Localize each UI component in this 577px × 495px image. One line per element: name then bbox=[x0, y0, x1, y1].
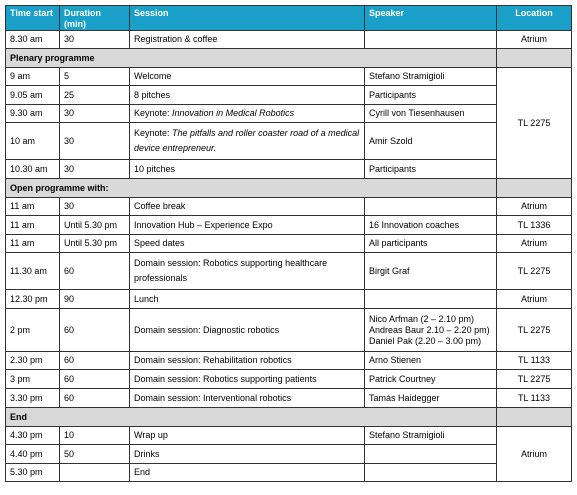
header-row bbox=[6, 6, 572, 31]
table-row bbox=[6, 235, 572, 253]
duration-cell: 60 bbox=[60, 370, 130, 389]
table-row bbox=[6, 290, 572, 309]
time-cell: 3 pm bbox=[6, 370, 60, 389]
table-row bbox=[6, 31, 572, 49]
session-cell: Lunch bbox=[130, 290, 365, 309]
location-cell: Atrium bbox=[497, 198, 572, 216]
session-cell: Domain session: Rehabilitation robotics bbox=[130, 352, 365, 370]
location-cell: TL 1133 bbox=[497, 389, 572, 408]
speaker-line: Nico Arfman (2 – 2.10 pm) bbox=[369, 313, 475, 324]
duration-cell: 30 bbox=[60, 105, 130, 123]
table-row bbox=[6, 427, 572, 445]
session-cell: Innovation Hub – Experience Expo bbox=[130, 216, 365, 235]
speaker-cell bbox=[365, 445, 497, 464]
duration-cell: 60 bbox=[60, 253, 130, 290]
duration-cell: 60 bbox=[60, 389, 130, 408]
table-row bbox=[6, 123, 572, 160]
session-cell: Welcome bbox=[130, 68, 365, 86]
table-row bbox=[6, 105, 572, 123]
programme-table bbox=[5, 5, 572, 482]
session-cell: 8 pitches bbox=[130, 86, 365, 105]
time-cell: 3.30 pm bbox=[6, 389, 60, 408]
time-cell: 4.40 pm bbox=[6, 445, 60, 464]
duration-cell: 30 bbox=[60, 31, 130, 49]
location-cell: TL 2275 bbox=[497, 253, 572, 290]
duration-cell: 50 bbox=[60, 445, 130, 464]
speaker-cell bbox=[365, 464, 497, 482]
keynote-title: Innovation in Medical Robotics bbox=[172, 108, 295, 118]
session-cell bbox=[130, 123, 365, 160]
table-row bbox=[6, 160, 572, 179]
section-location-cell bbox=[497, 179, 572, 198]
location-cell: Atrium bbox=[497, 290, 572, 309]
section-row bbox=[6, 408, 572, 427]
speaker-cell: Birgit Graf bbox=[365, 253, 497, 290]
location-cell: Atrium bbox=[497, 235, 572, 253]
speaker-cell: Cyrill von Tiesenhausen bbox=[365, 105, 497, 123]
speaker-line: Andreas Baur 2.10 – 2.20 pm) bbox=[369, 324, 490, 335]
duration-cell: 30 bbox=[60, 198, 130, 216]
time-cell: 12.30 pm bbox=[6, 290, 60, 309]
session-cell bbox=[130, 105, 365, 123]
table-row bbox=[6, 389, 572, 408]
speaker-cell bbox=[365, 309, 497, 352]
time-cell: 8.30 am bbox=[6, 31, 60, 49]
session-cell: 10 pitches bbox=[130, 160, 365, 179]
duration-cell: Until 5.30 pm bbox=[60, 216, 130, 235]
table-row bbox=[6, 68, 572, 86]
time-cell: 10 am bbox=[6, 123, 60, 160]
table-row bbox=[6, 370, 572, 389]
time-cell: 11 am bbox=[6, 198, 60, 216]
time-cell: 9.30 am bbox=[6, 105, 60, 123]
speaker-line: Daniel Pak (2.20 – 3.00 pm) bbox=[369, 335, 482, 346]
section-title: Open programme with: bbox=[6, 179, 497, 198]
table-row bbox=[6, 198, 572, 216]
duration-cell: 90 bbox=[60, 290, 130, 309]
keynote-title: The pitfalls and roller coaster road of a medical device entrepreneur. bbox=[134, 128, 360, 153]
time-cell: 9 am bbox=[6, 68, 60, 86]
speaker-cell: Participants bbox=[365, 160, 497, 179]
location-cell: Atrium bbox=[497, 31, 572, 49]
time-cell: 5.30 pm bbox=[6, 464, 60, 482]
duration-cell: 10 bbox=[60, 427, 130, 445]
session-cell: End bbox=[130, 464, 365, 482]
session-cell: Domain session: Interventional robotics bbox=[130, 389, 365, 408]
session-cell: Registration & coffee bbox=[130, 31, 365, 49]
speaker-cell bbox=[365, 290, 497, 309]
time-cell: 4.30 pm bbox=[6, 427, 60, 445]
session-prefix: Keynote: bbox=[134, 108, 173, 118]
location-cell: Atrium bbox=[497, 427, 572, 482]
session-cell: Coffee break bbox=[130, 198, 365, 216]
time-cell: 11 am bbox=[6, 216, 60, 235]
location-cell: TL 1133 bbox=[497, 352, 572, 370]
header-speaker: Speaker bbox=[365, 6, 497, 31]
table-row bbox=[6, 352, 572, 370]
header-location: Location bbox=[497, 6, 572, 31]
location-cell: TL 1336 bbox=[497, 216, 572, 235]
speaker-cell: Arno Stienen bbox=[365, 352, 497, 370]
table-row bbox=[6, 216, 572, 235]
session-cell: Speed dates bbox=[130, 235, 365, 253]
speaker-cell: Amir Szold bbox=[365, 123, 497, 160]
time-cell: 11.30 am bbox=[6, 253, 60, 290]
duration-cell bbox=[60, 464, 130, 482]
table-row bbox=[6, 86, 572, 105]
header-time: Time start bbox=[6, 6, 60, 31]
section-location-cell bbox=[497, 408, 572, 427]
speaker-cell bbox=[365, 31, 497, 49]
speaker-cell: Stefano Stramigioli bbox=[365, 68, 497, 86]
duration-cell: 30 bbox=[60, 160, 130, 179]
header-duration: Duration (min) bbox=[60, 6, 130, 31]
session-cell: Wrap up bbox=[130, 427, 365, 445]
time-cell: 9.05 am bbox=[6, 86, 60, 105]
table-row bbox=[6, 445, 572, 464]
speaker-cell: Patrick Courtney bbox=[365, 370, 497, 389]
speaker-cell: All participants bbox=[365, 235, 497, 253]
session-cell: Domain session: Robotics supporting healthcare professionals bbox=[130, 253, 365, 290]
section-row bbox=[6, 179, 572, 198]
location-cell: TL 2275 bbox=[497, 370, 572, 389]
duration-cell: 60 bbox=[60, 352, 130, 370]
duration-cell: 60 bbox=[60, 309, 130, 352]
speaker-cell: Stefano Stramigioli bbox=[365, 427, 497, 445]
speaker-cell: 16 Innovation coaches bbox=[365, 216, 497, 235]
session-cell: Drinks bbox=[130, 445, 365, 464]
location-cell: TL 2275 bbox=[497, 68, 572, 179]
time-cell: 2.30 pm bbox=[6, 352, 60, 370]
time-cell: 10.30 am bbox=[6, 160, 60, 179]
speaker-cell: Tamás Haidegger bbox=[365, 389, 497, 408]
section-title: Plenary programme bbox=[6, 49, 497, 68]
speaker-cell: Participants bbox=[365, 86, 497, 105]
table-row bbox=[6, 253, 572, 290]
duration-cell: 5 bbox=[60, 68, 130, 86]
duration-cell: Until 5.30 pm bbox=[60, 235, 130, 253]
time-cell: 11 am bbox=[6, 235, 60, 253]
table-row bbox=[6, 464, 572, 482]
location-cell: TL 2275 bbox=[497, 309, 572, 352]
duration-cell: 30 bbox=[60, 123, 130, 160]
time-cell: 2 pm bbox=[6, 309, 60, 352]
session-prefix: Keynote: bbox=[134, 128, 173, 138]
speaker-cell bbox=[365, 198, 497, 216]
session-cell: Domain session: Robotics supporting patients bbox=[130, 370, 365, 389]
table-row bbox=[6, 309, 572, 352]
session-cell: Domain session: Diagnostic robotics bbox=[130, 309, 365, 352]
header-session: Session bbox=[130, 6, 365, 31]
duration-cell: 25 bbox=[60, 86, 130, 105]
section-title: End bbox=[6, 408, 497, 427]
section-row bbox=[6, 49, 572, 68]
section-location-cell bbox=[497, 49, 572, 68]
